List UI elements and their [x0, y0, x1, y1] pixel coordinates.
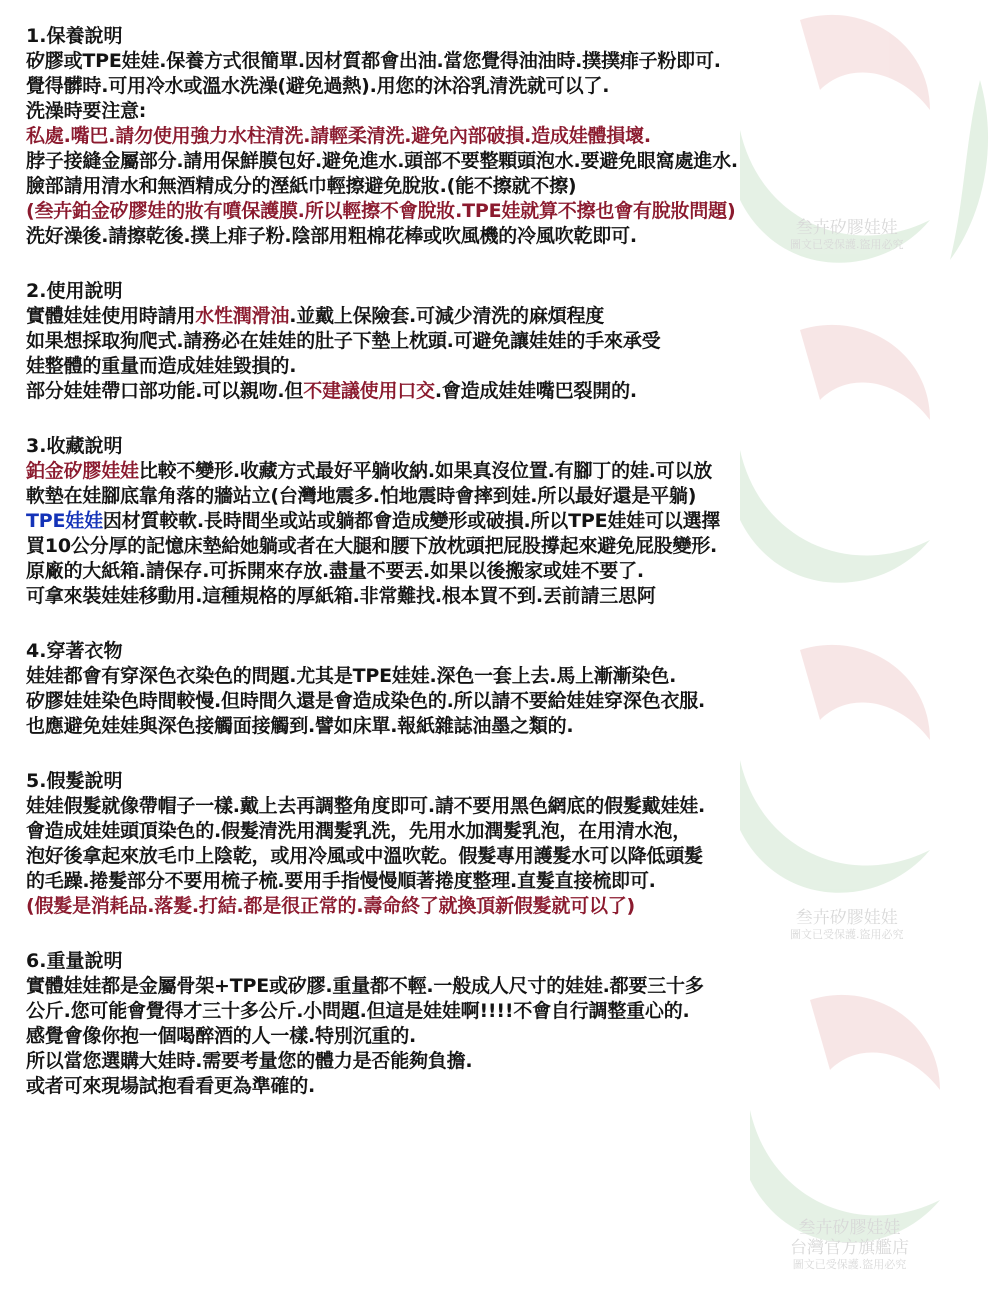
- text-segment: 臉部請用清水和無酒精成分的溼紙巾輕擦避免脫妝.(能不擦就不擦): [26, 175, 577, 197]
- watermark-line-2: 台灣官方旗艦店: [790, 1238, 909, 1258]
- text-segment: .並戴上保險套.可減少清洗的麻煩程度: [289, 305, 605, 327]
- text-segment: 脖子接縫金屬部分.請用保鮮膜包好.避免進水.頭部不要整顆頭泡水.要避免眼窩處進水.: [26, 150, 738, 172]
- text-line: [26, 844, 986, 869]
- text-segment: 比較不變形.收藏方式最好平躺收納.如果真沒位置.有腳丁的娃.可以放: [138, 460, 713, 482]
- watermark-line-1: 叁卉矽膠娃娃: [795, 218, 898, 238]
- text-line: [26, 484, 986, 509]
- text-segment: 矽膠或TPE娃娃.保養方式很簡單.因材質都會出油.當您覺得油油時.撲撲痱子粉即可.: [26, 50, 721, 72]
- text-segment: 覺得髒時.可用冷水或溫水洗澡(避免過熱).用您的沐浴乳清洗就可以了.: [26, 75, 610, 97]
- section: [26, 24, 986, 249]
- watermark-line-1: 叁卉矽膠娃娃: [795, 908, 898, 928]
- text-segment: 原廠的大紙箱.請保存.可拆開來存放.盡量不要丟.如果以後搬家或娃不要了.: [26, 560, 644, 582]
- text-line: [26, 124, 986, 149]
- section: [26, 769, 986, 919]
- text-line: [26, 304, 986, 329]
- text-segment: 因材質較軟.長時間坐或站或躺都會造成變形或破損.所以TPE娃娃可以選擇: [102, 510, 721, 532]
- text-line: [26, 379, 986, 404]
- watermark-line-1: 叁卉矽膠娃娃: [798, 1218, 901, 1238]
- text-line: [26, 819, 986, 844]
- highlight-warning-text: 私處.嘴巴.請勿使用強力水柱清洗.請輕柔清洗.避免內部破損.造成娃體損壞.: [26, 125, 651, 147]
- text-segment: 矽膠娃娃染色時間較慢.但時間久還是會造成染色的.所以請不要給娃娃穿深色衣服.: [26, 690, 706, 712]
- text-segment: 會造成娃娃頭頂染色的.假髮清洗用潤髮乳洗，先用水加潤髮乳泡，在用清水泡，: [26, 820, 692, 842]
- text-line: [26, 689, 986, 714]
- watermark-line-3: 圖文已受保護.盜用必究: [790, 928, 904, 941]
- highlight-warning-text: (假髮是消耗品.落髮.打結.都是很正常的.壽命終了就換頂新假髮就可以了): [26, 895, 636, 917]
- text-line: [26, 869, 986, 894]
- text-line: [26, 894, 986, 919]
- text-line: [26, 224, 986, 249]
- text-segment: 買10公分厚的記憶床墊給她躺或者在大腿和腰下放枕頭把屁股撐起來避免屁股變形.: [26, 535, 718, 557]
- section-title: 6.重量說明: [26, 950, 123, 972]
- text-segment: 娃娃假髮就像帶帽子一樣.戴上去再調整角度即可.請不要用黑色網底的假髮戴娃娃.: [26, 795, 706, 817]
- text-segment: 所以當您選購大娃時.需要考量您的體力是否能夠負擔.: [26, 1050, 473, 1072]
- section: [26, 639, 986, 739]
- text-line: [26, 49, 986, 74]
- text-segment: 的毛躁.捲髮部分不要用梳子梳.要用手指慢慢順著捲度整理.直髮直接梳即可.: [26, 870, 656, 892]
- text-line: [26, 664, 986, 689]
- text-segment: 或者可來現場試抱看看更為準確的.: [26, 1075, 316, 1097]
- text-line: [26, 459, 986, 484]
- section-title: 1.保養說明: [26, 25, 123, 47]
- text-line: [26, 174, 986, 199]
- text-line: [26, 329, 986, 354]
- text-segment: .會造成娃娃嘴巴裂開的.: [434, 380, 637, 402]
- highlight-warning-text: 鉑金矽膠娃娃: [26, 460, 139, 482]
- text-line: [26, 1049, 986, 1074]
- section-title: 5.假髮說明: [26, 770, 123, 792]
- text-line: [26, 584, 986, 609]
- highlight-tpe-text: TPE娃娃: [26, 510, 103, 532]
- text-line: [26, 999, 986, 1024]
- text-segment: 部分娃娃帶口部功能.可以親吻.但: [26, 380, 304, 402]
- text-segment: 實體娃娃都是金屬骨架+TPE或矽膠.重量都不輕.一般成人尺寸的娃娃.都要三十多: [26, 975, 704, 997]
- section-title: 3.收藏說明: [26, 435, 123, 457]
- watermark-line-3: 圖文已受保護.盜用必究: [792, 1258, 907, 1271]
- text-line: [26, 794, 986, 819]
- text-line: [26, 74, 986, 99]
- care-instructions-document: [26, 24, 986, 1129]
- text-line: [26, 559, 986, 584]
- text-segment: 泡好後拿起來放毛巾上陰乾，或用冷風或中溫吹乾。假髮專用護髮水可以降低頭髮: [26, 845, 703, 867]
- text-line: [26, 149, 986, 174]
- text-line: [26, 354, 986, 379]
- text-line: [26, 509, 986, 534]
- text-segment: 可拿來裝娃娃移動用.這種規格的厚紙箱.非常難找.根本買不到.丟前請三思阿: [26, 585, 656, 607]
- section-title: 4.穿著衣物: [26, 640, 123, 662]
- text-line: [26, 199, 986, 224]
- text-segment: 娃娃都會有穿深色衣染色的問題.尤其是TPE娃娃.深色一套上去.馬上漸漸染色.: [26, 665, 677, 687]
- text-segment: 洗好澡後.請擦乾後.撲上痱子粉.陰部用粗棉花棒或吹風機的冷風吹乾即可.: [26, 225, 637, 247]
- text-segment: 洗澡時要注意:: [26, 100, 147, 122]
- section: [26, 279, 986, 404]
- text-segment: 也應避免娃娃與深色接觸面接觸到.譬如床單.報紙雜誌油墨之類的.: [26, 715, 574, 737]
- watermark-logo-text: [790, 1218, 909, 1272]
- section: [26, 949, 986, 1099]
- watermark-line-3: 圖文已受保護.盜用必究: [790, 238, 904, 251]
- text-line: [26, 534, 986, 559]
- text-segment: 公斤.您可能會覺得才三十多公斤.小問題.但這是娃娃啊!!!!不會自行調整重心的.: [26, 1000, 690, 1022]
- highlight-warning-text: 水性潤滑油: [195, 305, 290, 327]
- text-segment: 感覺會像你抱一個喝醉酒的人一樣.特別沉重的.: [26, 1025, 417, 1047]
- section-title: 2.使用說明: [26, 280, 123, 302]
- text-segment: 如果想採取狗爬式.請務必在娃娃的肚子下墊上枕頭.可避免讓娃娃的手來承受: [26, 330, 661, 352]
- text-line: [26, 974, 986, 999]
- text-line: [26, 1074, 986, 1099]
- highlight-warning-text: 不建議使用口交: [303, 380, 435, 402]
- text-line: [26, 99, 986, 124]
- text-line: [26, 714, 986, 739]
- text-segment: 實體娃娃使用時請用: [26, 305, 196, 327]
- text-segment: 娃整體的重量而造成娃娃毀損的.: [26, 355, 297, 377]
- section: [26, 434, 986, 609]
- text-segment: 軟墊在娃腳底靠角落的牆站立(台灣地震多.怕地震時會摔到娃.所以最好還是平躺): [26, 485, 697, 507]
- highlight-warning-text: (叁卉鉑金矽膠娃的妝有噴保護膜.所以輕擦不會脫妝.TPE娃就算不擦也會有脫妝問題): [26, 200, 736, 222]
- text-line: [26, 1024, 986, 1049]
